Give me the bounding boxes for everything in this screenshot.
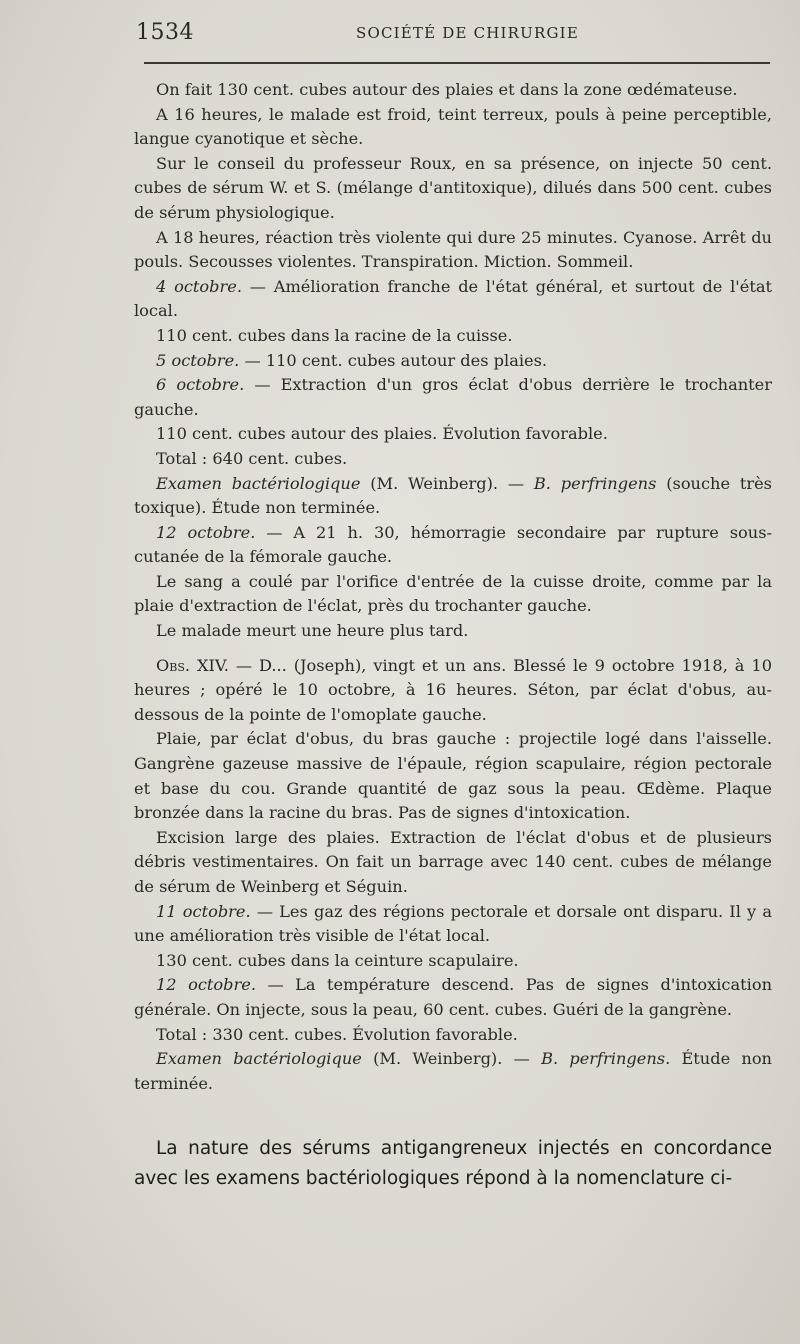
paragraph: Total : 330 cent. cubes. Évolution favorable. <box>156 1024 518 1044</box>
exam-label: Examen bactériologique <box>156 1049 362 1069</box>
paragraph <box>134 349 772 374</box>
paragraph: Excision large des plaies. Extraction de l'éclat d'obus et de plusieurs débris vestimentaires. On fait un barrage avec 140 cent. cubes de mélange de sérum de Weinberg et Séguin. <box>134 827 772 896</box>
page-number: 1534 <box>136 20 194 45</box>
paragraph-text: (souche très toxique). Étude non terminée. <box>134 473 772 518</box>
paragraph <box>134 275 772 324</box>
species: B. perfringens <box>533 473 657 493</box>
paragraph-text: — Extraction d'un gros éclat d'obus derrière le trochanter gauche. <box>134 375 772 419</box>
page-header <box>136 16 770 50</box>
body-text <box>134 78 772 1194</box>
paragraph <box>134 654 772 728</box>
date: 5 octobre. <box>156 350 240 370</box>
paragraph: 110 cent. cubes autour des plaies. Évolution favorable. <box>156 424 608 444</box>
paragraph: A 18 heures, réaction très violente qui dure 25 minutes. Cyanose. Arrêt du pouls. Secousses violentes. Transpiration. Miction. Sommeil. <box>134 227 772 272</box>
running-head: SOCIÉTÉ DE CHIRURGIE <box>356 24 579 42</box>
section-gap <box>134 1096 772 1134</box>
paragraph-text: (M. Weinberg). — <box>361 1049 542 1069</box>
paragraph <box>134 973 772 1022</box>
header-rule <box>144 62 770 64</box>
paragraph: Le malade meurt une heure plus tard. <box>156 621 469 641</box>
paragraph: Le sang a coulé par l'orifice d'entrée de la cuisse droite, comme par la plaie d'extraction de l'éclat, près du trochanter gauche. <box>134 571 772 616</box>
paragraph-text: (M. Weinberg). — <box>360 473 534 493</box>
date: 4 octobre. <box>156 276 242 296</box>
date: 12 octobre. <box>156 975 256 995</box>
observation-label: Obs. XIV. <box>156 655 229 675</box>
paragraph-text: — Amélioration franche de l'état général, et surtout de l'état local. <box>134 276 772 321</box>
paragraph: 110 cent. cubes dans la racine de la cuisse. <box>156 325 513 345</box>
section-gap <box>134 644 772 654</box>
paragraph <box>134 472 772 521</box>
paragraph: Total : 640 cent. cubes. <box>156 448 348 468</box>
concluding-paragraph: La nature des sérums antigangreneux injectés en concordance avec les examens bactériologiques répond à la nomenclature ci- <box>134 1138 772 1190</box>
date: 12 octobre. <box>156 522 256 542</box>
exam-label: Examen bactériologique <box>156 473 361 493</box>
species: B. perfringens <box>541 1049 666 1069</box>
paragraph: Plaie, par éclat d'obus, du bras gauche : projectile logé dans l'aisselle. Gangrène gazeuse massive de l'épaule, région scapulaire, région pectorale et base du cou. Grande quantité de gaz sous la peau. Œdème. Plaque bronzée dans la racine du bras. Pas de signes d'intoxication. <box>134 729 772 823</box>
paragraph: 130 cent. cubes dans la ceinture scapulaire. <box>156 950 519 970</box>
paragraph <box>134 373 772 422</box>
paragraph-text: . Étude non terminée. <box>134 1049 772 1093</box>
paragraph <box>134 900 772 949</box>
paragraph <box>134 1047 772 1096</box>
paragraph: Sur le conseil du professeur Roux, en sa présence, on injecte 50 cent. cubes de sérum W. et S. (mélange d'antitoxique), dilués dans 500 cent. cubes de sérum physiologique. <box>134 153 772 222</box>
paragraph-text: — La température descend. Pas de signes d'intoxication générale. On injecte, sous la peau, 60 cent. cubes. Guéri de la gangrène. <box>134 975 772 1019</box>
paragraph <box>134 521 772 570</box>
paragraph: A 16 heures, le malade est froid, teint terreux, pouls à peine perceptible, langue cyanotique et sèche. <box>134 104 772 149</box>
date: 6 octobre. <box>156 375 245 395</box>
paragraph-text: — A 21 h. 30, hémorragie secondaire par rupture sous-cutanée de la fémorale gauche. <box>134 522 772 567</box>
date: 11 octobre. <box>156 901 251 921</box>
paragraph-text: — Les gaz des régions pectorale et dorsale ont disparu. Il y a une amélioration très visible de l'état local. <box>134 901 772 946</box>
paragraph-text: — D... (Joseph), vingt et un ans. Blessé le 9 octobre 1918, à 10 heures ; opéré le 10 octobre, à 16 heures. Séton, par éclat d'obus, au-dessous de la pointe de l'omoplate gauche. <box>134 655 772 724</box>
paragraph-text: — 110 cent. cubes autour des plaies. <box>239 350 548 370</box>
paragraph: On fait 130 cent. cubes autour des plaies et dans la zone œdémateuse. <box>156 80 738 99</box>
